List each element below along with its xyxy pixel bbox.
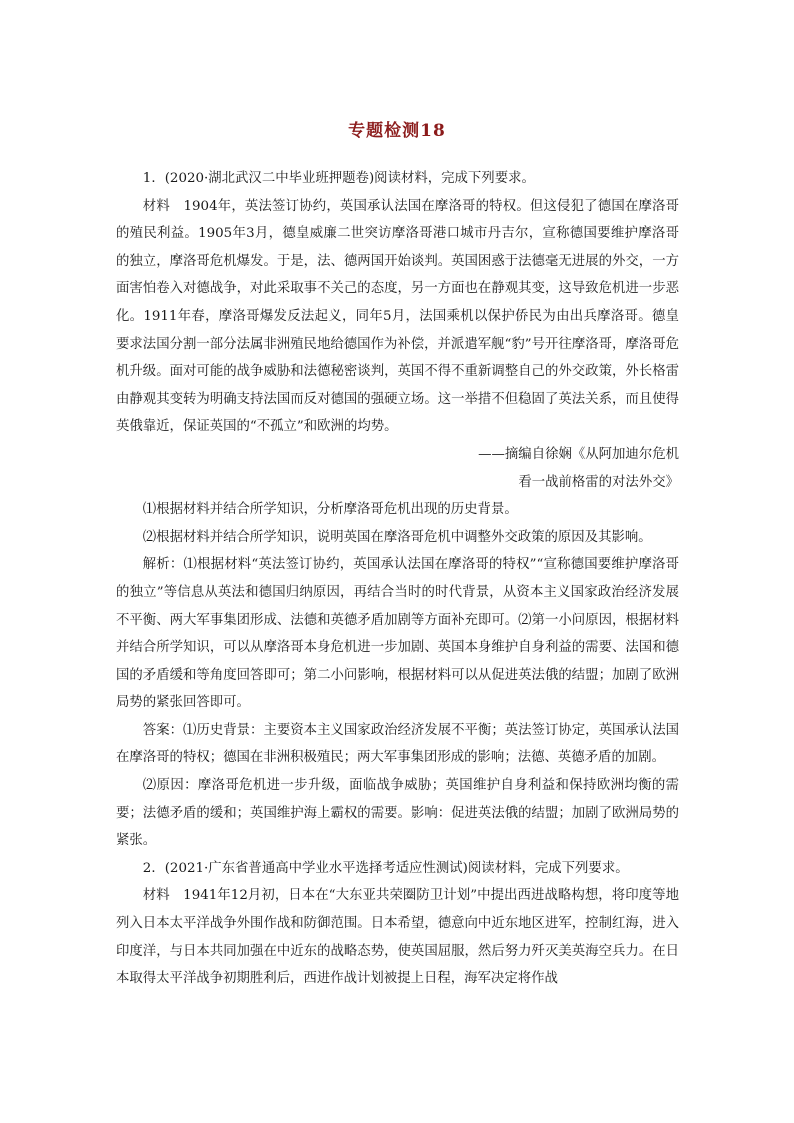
source-citation-line-2: 看一战前格雷的对法外交》 (518, 474, 679, 490)
question-2-material: 材料 1941年12月初，日本在“大东亚共荣圈防卫计划”中提出西进战略构想，将印度等地列入日本太平洋战争外围作战和防御范围。日本希望，德意向中近东地区进军，控制红海，进入印度洋，与日本共同加强在中近东的战略态势，使英国屈服，然后努力歼灭美英海空兵力。在日本取得太平洋战争初期胜利后，西进作战计划被提上日程，海军决定将作战 (116, 888, 679, 987)
question-1-sub-1: ⑴根据材料并结合所学知识，分析摩洛哥危机出现的历史背景。 (142, 502, 518, 518)
question-1-analysis: 解析：⑴根据材料“英法签订协约，英国承认法国在摩洛哥的特权”“宣称德国要维护摩洛哥的独立”等信息从英法和德国归纳原因，再结合当时的时代背景，从资本主义国家政治经济发展不平衡、两大军事集团形成、法德和英德矛盾加剧等方面补充即可。⑵第一小问原因，根据材料并结合所学知识，可以从摩洛哥本身危机进一步加剧、英国本身维护自身利益的需要、法国和德国的矛盾缓和等角度回答即可；第二小问影响，根据材料可以从促进英法俄的结盟；加剧了欧洲局势的紧张回答即可。 (116, 557, 679, 711)
document-body (116, 165, 679, 993)
question-1-sub-2: ⑵根据材料并结合所学知识，说明英国在摩洛哥危机中调整外交政策的原因及其影响。 (142, 529, 652, 545)
question-1-header: 1．(2020·湖北武汉二中毕业班押题卷)阅读材料，完成下列要求。 (142, 171, 535, 186)
source-citation-line-1: ——摘编自徐娴《从阿加迪尔危机 (478, 446, 679, 462)
question-1-material: 材料 1904年，英法签订协约，英国承认法国在摩洛哥的特权。但这侵犯了德国在摩洛哥的殖民利益。1905年3月，德皇威廉二世突访摩洛哥港口城市丹吉尔，宣称德国要维护摩洛哥的独立，摩洛哥危机爆发。于是，法、德两国开始谈判。英国困惑于法德毫无进展的外交，一方面害怕卷入对德战争，对此采取事不关己的态度，另一方面也在静观其变，这导致危机进一步恶化。1911年春，摩洛哥爆发反法起义，同年5月，法国乘机以保护侨民为由出兵摩洛哥。德皇要求法国分割一部分法属非洲殖民地给德国作为补偿，并派遣军舰“豹”号开往摩洛哥，摩洛哥危机升级。面对可能的战争威胁和法德秘密谈判，英国不得不重新调整自己的外交政策，外长格雷由静观其变转为明确支持法国而反对德国的强硬立场。这一举措不但稳固了英法关系，而且使得英俄靠近，保证英国的“不孤立”和欧洲的均势。 (116, 198, 679, 435)
question-1-answer-2: ⑵原因：摩洛哥危机进一步升级，面临战争威胁；英国维护自身利益和保持欧洲均衡的需要；法德矛盾的缓和；英国维护海上霸权的需要。影响：促进英法俄的结盟；加剧了欧洲局势的紧张。 (116, 778, 679, 849)
page-title: 专题检测18 (348, 121, 446, 141)
question-1-answer-1: 答案：⑴历史背景：主要资本主义国家政治经济发展不平衡；英法签订协定，英国承认法国在摩洛哥的特权；德国在非洲积极殖民；两大军事集团形成的影响；法德、英德矛盾的加剧。 (116, 722, 679, 766)
question-2-header: 2．(2021·广东省普通高中学业水平选择考适应性测试)阅读材料，完成下列要求。 (142, 860, 629, 876)
